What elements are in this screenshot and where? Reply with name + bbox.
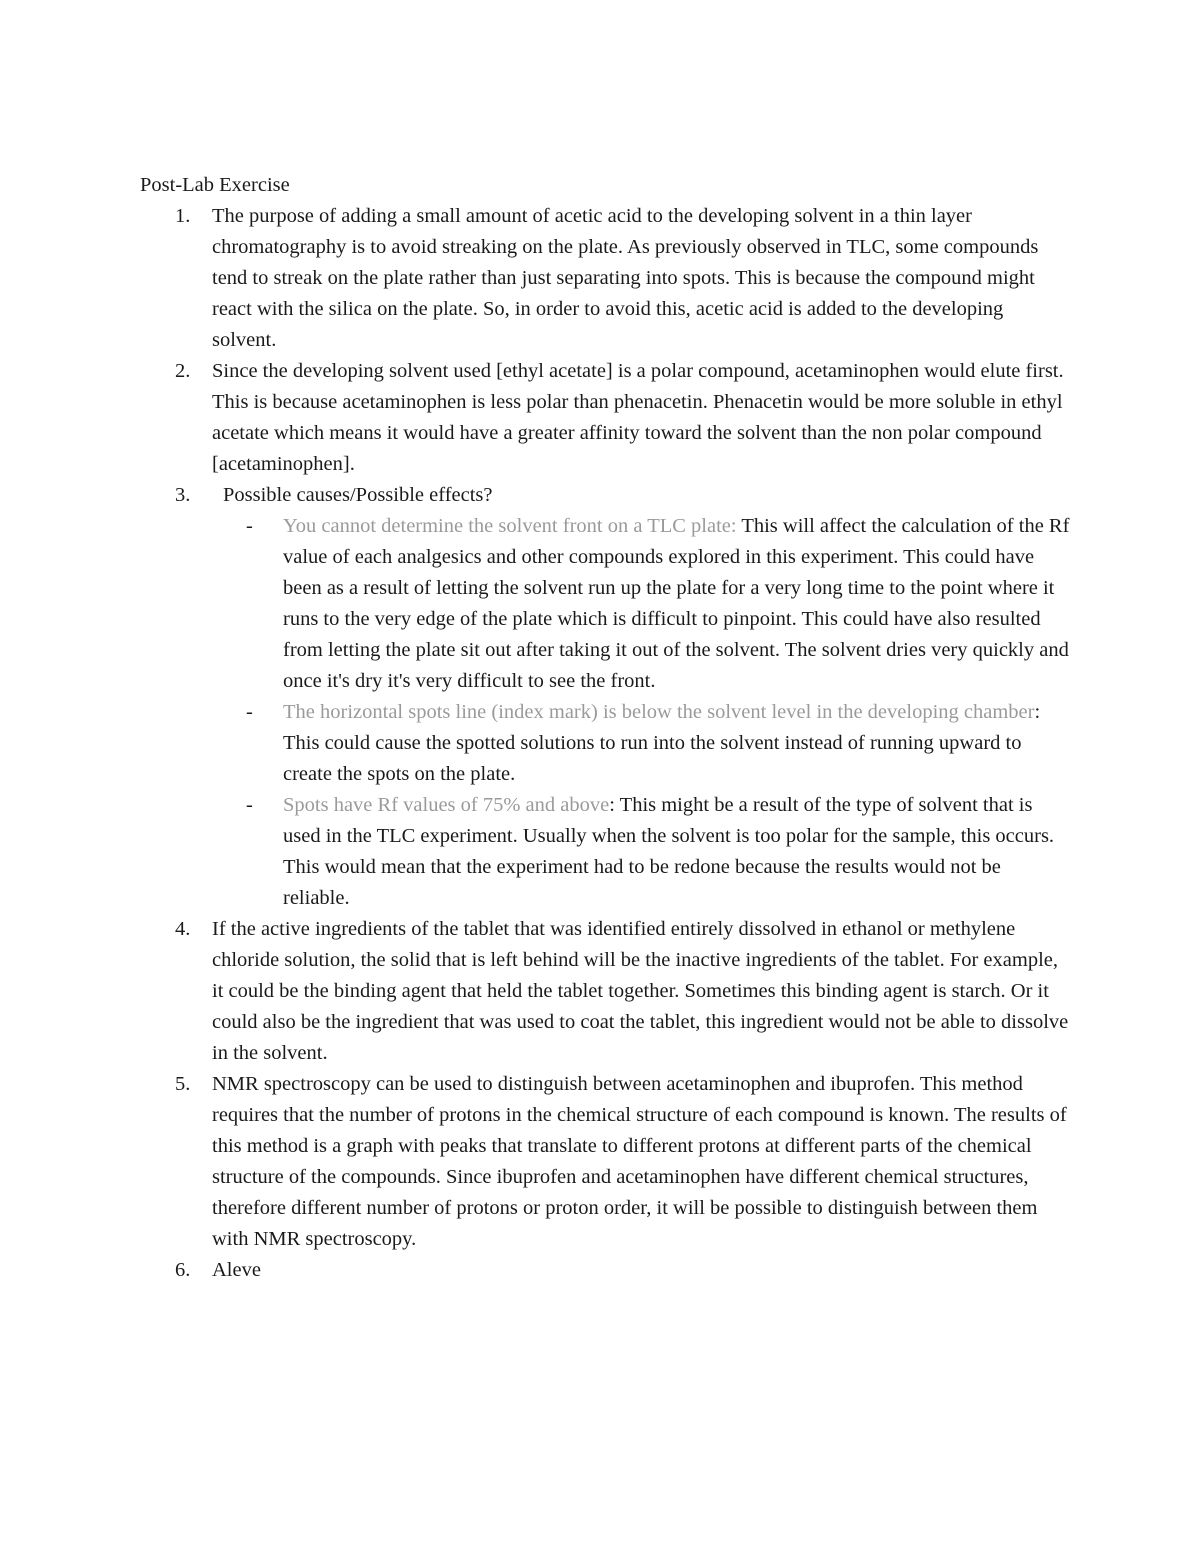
item-number: 5. xyxy=(175,1073,191,1095)
cause-heading: You cannot determine the solvent front on a TLC plate: xyxy=(283,515,737,537)
item-text: NMR spectroscopy can be used to distinguish between acetaminophen and ibuprofen. This method requires that the number of protons in the chemical structure of each compound is known. The results of this method is a graph with peaks that translate to different protons at different parts of the chemical structure of the compounds. Since ibuprofen and acetaminophen have different chemical structures, therefore different number of protons or proton order, it will be possible to distinguish between them with NMR spectroscopy. xyxy=(212,1073,1067,1250)
item-number: 3. xyxy=(175,484,191,506)
item-number: 2. xyxy=(175,360,191,382)
sublist-item-2 xyxy=(140,697,1070,790)
sublist-text xyxy=(283,697,1070,790)
bullet-dash: - xyxy=(246,515,253,537)
list-item-2 xyxy=(140,356,1070,480)
item-number: 1. xyxy=(175,205,191,227)
list-item-6 xyxy=(140,1255,1070,1286)
item-number: 4. xyxy=(175,918,191,940)
document-page xyxy=(140,170,1070,1286)
list-item-4 xyxy=(140,914,1070,1069)
list-item-5 xyxy=(140,1069,1070,1255)
sublist-text xyxy=(283,790,1070,914)
cause-heading: The horizontal spots line (index mark) is below the solvent level in the developing chamber xyxy=(283,701,1035,723)
item-number: 6. xyxy=(175,1259,191,1281)
sublist-item-1 xyxy=(140,511,1070,697)
effect-text: : This could cause the spotted solutions to run into the solvent instead of running upward to create the spots on the plate. xyxy=(283,701,1041,785)
bullet-dash: - xyxy=(246,701,253,723)
sublist-item-3 xyxy=(140,790,1070,914)
item-text: Aleve xyxy=(212,1259,261,1281)
bullet-dash: - xyxy=(246,794,253,816)
item-text: The purpose of adding a small amount of acetic acid to the developing solvent in a thin layer chromatography is to avoid streaking on the plate. As previously observed in TLC, some compounds tend to streak on the plate rather than just separating into spots. This is because the compound might react with the silica on the plate. So, in order to avoid this, acetic acid is added to the developing solvent. xyxy=(212,205,1039,351)
list-item-3 xyxy=(140,480,1070,511)
effect-text: This will affect the calculation of the Rf value of each analgesics and other compounds explored in this experiment. This could have been as a result of letting the solvent run up the plate for a very long time to the point where it runs to the very edge of the plate which is difficult to pinpoint. This could have also resulted from letting the plate sit out after taking it out of the solvent. The solvent dries very quickly and once it's dry it's very difficult to see the front. xyxy=(283,515,1070,692)
cause-heading: Spots have Rf values of 75% and above xyxy=(283,794,610,816)
item-text: Possible causes/Possible effects? xyxy=(223,484,493,506)
list-item-1 xyxy=(140,201,1070,356)
effect-text: : This might be a result of the type of solvent that is used in the TLC experiment. Usually when the solvent is too polar for the sample, this occurs. This would mean that the experiment had to be redone because the results would not be reliable. xyxy=(283,794,1055,909)
sublist-text xyxy=(283,511,1070,697)
document-title: Post-Lab Exercise xyxy=(140,174,290,196)
item-text: If the active ingredients of the tablet that was identified entirely dissolved in ethanol or methylene chloride solution, the solid that is left behind will be the inactive ingredients of the tablet. For example, it could be the binding agent that held the tablet together. Sometimes this binding agent is starch. Or it could also be the ingredient that was used to coat the tablet, this ingredient would not be able to dissolve in the solvent. xyxy=(212,918,1069,1064)
item-text: Since the developing solvent used [ethyl acetate] is a polar compound, acetaminophen would elute first. This is because acetaminophen is less polar than phenacetin. Phenacetin would be more soluble in ethyl acetate which means it would have a greater affinity toward the solvent than the non polar compound [acetaminophen]. xyxy=(212,360,1064,475)
